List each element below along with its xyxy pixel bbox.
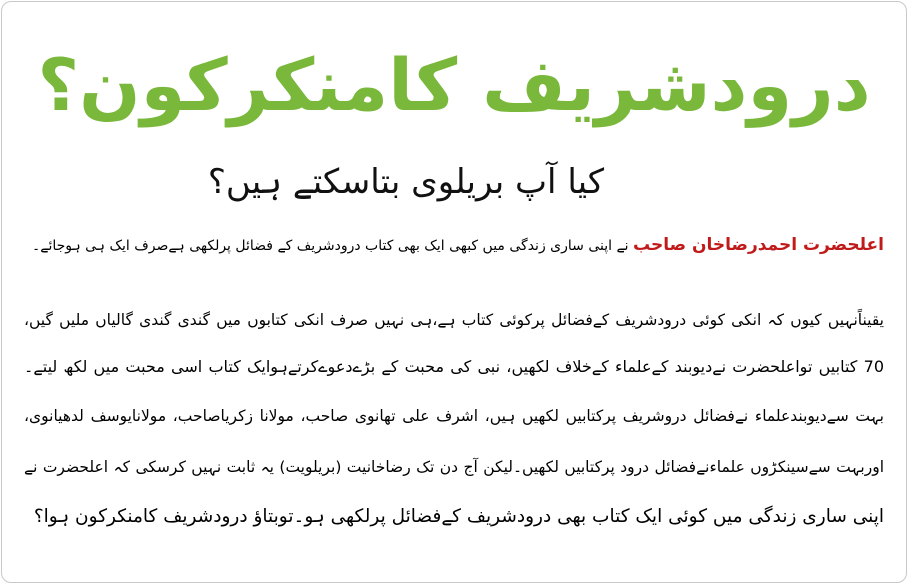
paragraph-1-text: نے اپنی ساری زندگی میں کبھی ایک بھی کتاب درودشریف کے فضائل پرلکھی ہےصرف ایک ہی ہوجائے۔ <box>32 238 629 254</box>
page-subtitle: کیا آپ بریلوی بتاسکتے ہیں؟ <box>207 162 605 202</box>
text-line: اپنی ساری زندگی میں کوئی ایک کتاب بھی درودشریف کےفضائل پرلکھی ہو۔توبتاؤ درودشریف کامنکرکون ہوا؟ <box>33 506 884 527</box>
page-title: درودشریف کامنکرکون؟ <box>37 43 871 127</box>
text-line: یقیناًنہیں کیوں کہ انکی کوئی درودشریف کےفضائل پرکوئی کتاب ہے،ہی نہیں صرف انکی کتابوں میں گندی گندی گالیاں ملیں گیں، <box>24 311 884 329</box>
highlighted-name: اعلحضرت احمدرضاخان صاحب <box>633 235 884 255</box>
paragraph-1 <box>24 234 884 256</box>
document-page <box>1 1 907 583</box>
text-line: 70 کتابیں تواعلحضرت نےدیوبند کےعلماء کےخلاف لکھیں، نبی کی محبت کے بڑےدعوےکرتےہوایک کتاب اسی محبت میں لکھ لیتے۔ <box>24 357 884 376</box>
text-line: بہت سےدیوبندعلماء نےفضائل دروشریف پرکتابیں لکھیں ہیں، اشرف علی تھانوی صاحب، مولانا زکریاصاحب، مولانایوسف لدھیانوی، <box>24 407 884 425</box>
text-line: اوربہت سےسینکڑوں علماءنےفضائل درود پرکتابیں لکھیں۔لیکن آج دن تک رضاخانیت (بریلویت) یہ ثابت نہیں کرسکی کہ اعلحضرت نے <box>24 458 884 476</box>
